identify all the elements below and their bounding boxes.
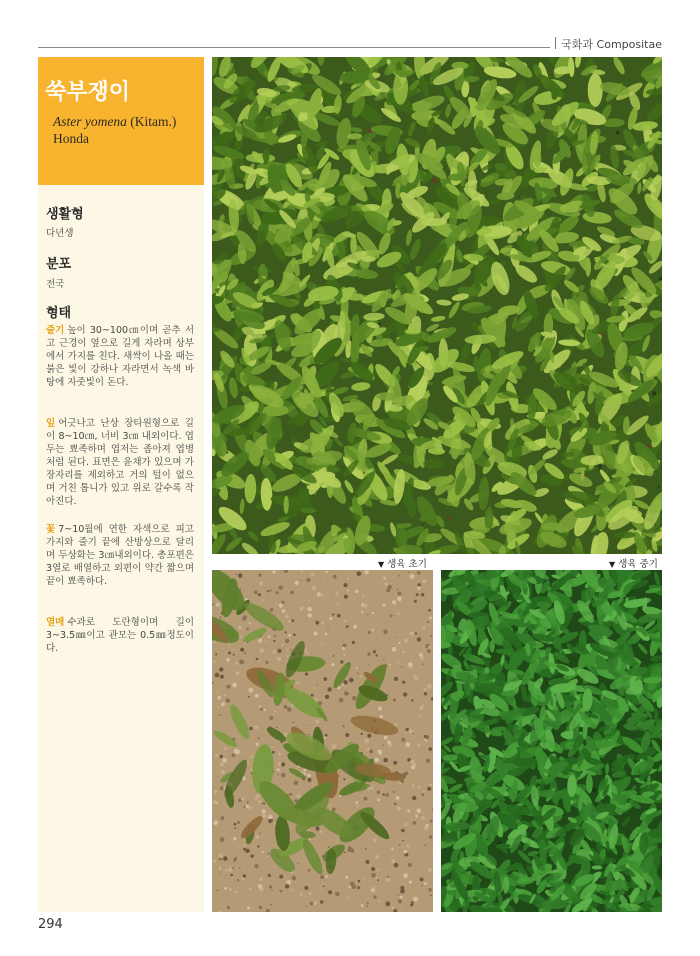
species-scientific-name: [53, 113, 198, 147]
caption-marker-icon: ▼: [609, 560, 616, 569]
morphology-heading: 형태: [46, 306, 72, 321]
morphology-flower: [46, 523, 194, 588]
distribution-text: 전국: [46, 279, 65, 290]
paragraph-key: 열매: [46, 617, 65, 628]
paragraph-key: 잎: [46, 418, 56, 429]
family-label-text: 국화과 Compositae: [561, 38, 662, 51]
main-plant-photo: [212, 57, 662, 554]
caption-early-text: 생육 초기: [387, 559, 427, 570]
species-title-box: [38, 57, 204, 185]
morphology-fruit: [46, 616, 194, 655]
scientific-authors: (Kitam.) Honda: [53, 114, 177, 146]
early-growth-photo: [212, 570, 433, 912]
distribution-heading: 분포: [46, 257, 72, 272]
family-separator: [555, 37, 556, 49]
paragraph-key: 꽃: [46, 524, 56, 535]
caption-early: [378, 556, 427, 570]
life-form-text: 다년생: [46, 228, 74, 239]
mid-growth-photo: [441, 570, 662, 912]
species-korean-name: 쑥부쟁이: [45, 80, 131, 105]
family-label: [555, 36, 662, 52]
paragraph-text: 수과로 도란형이며 길이 3~3.5㎜이고 관모는 0.5㎜정도이다.: [46, 617, 194, 654]
scientific-binomial: Aster yomena: [53, 114, 127, 129]
morphology-stem: [46, 324, 194, 389]
header-rule: [38, 47, 550, 48]
caption-mid-text: 생육 중기: [618, 559, 658, 570]
paragraph-text: 높이 30~100㎝이며 곧추 서고 근경이 옆으로 길게 자라며 상부에서 가지를 친다. 새싹이 나올 때는 붉은 빛이 강하나 자라면서 녹색 바탕에 자줏빛이 돈다.: [46, 325, 194, 388]
life-form-heading: 생활형: [46, 207, 84, 222]
caption-marker-icon: ▼: [378, 560, 385, 569]
morphology-leaf: [46, 417, 194, 508]
page-number: 294: [38, 917, 63, 932]
paragraph-text: 어긋나고 난상 장타원형으로 길이 8~10㎝, 너비 3㎝ 내외이다. 엽두는 뾰족하며 엽저는 좁아져 엽병처럼 된다. 표면은 윤채가 있으며 가장자리를 제외하고 거의 털이 없으며 거친 톱니가 있고 위로 갈수록 작아진다.: [46, 418, 194, 507]
paragraph-key: 줄기: [46, 325, 65, 336]
caption-mid: [609, 556, 658, 570]
info-sidebar: [38, 57, 204, 912]
paragraph-text: 7~10월에 연한 자색으로 피고 가지와 줄기 끝에 산방상으로 달리며 두상화는 3㎝내외이다. 총포편은 3열로 배열하고 외편이 약간 짧으며 끝이 뾰족하다.: [46, 524, 194, 587]
